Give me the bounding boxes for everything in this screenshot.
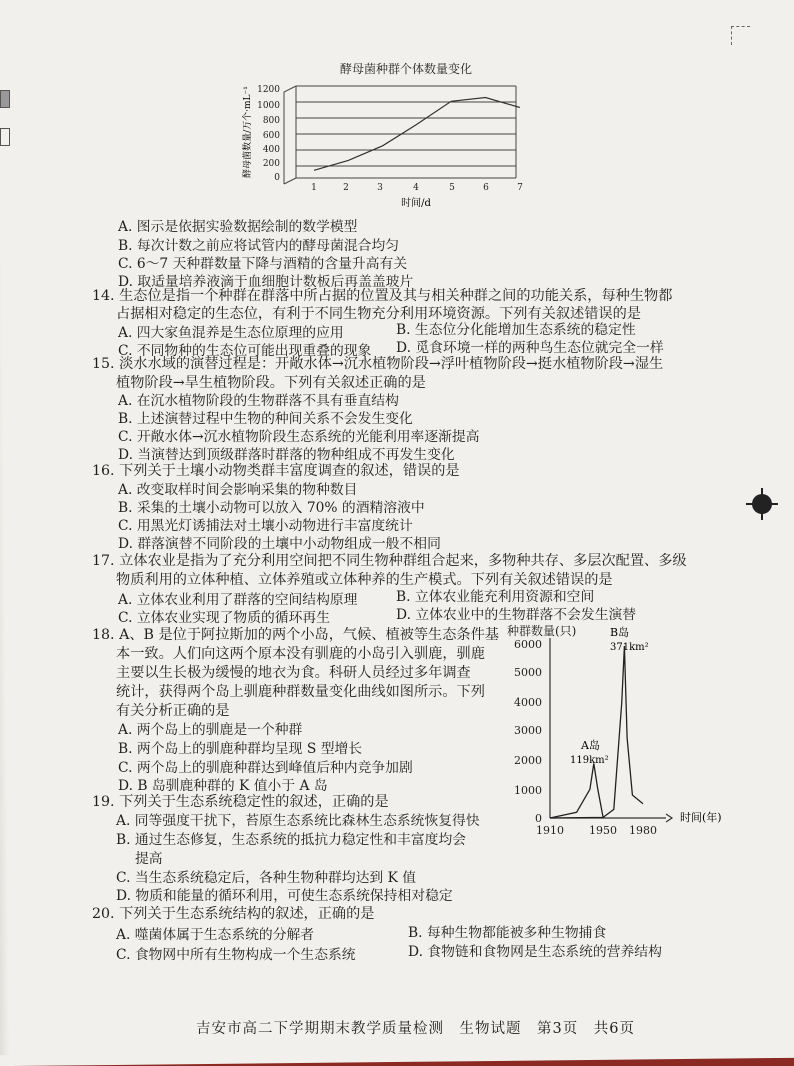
yeast-xlabel: 时间/d [401,198,431,209]
margin-marks [0,90,10,166]
y-tick-label: 2000 [514,754,542,767]
q18-stem-line: 有关分析正确的是 [116,703,230,719]
frame-perspective [284,86,296,184]
x-tick-label: 3 [377,183,383,193]
q18-option-c: C. 两个岛上的驯鹿种群达到峰值后种内竞争加剧 [118,760,413,776]
yeast-ylabel: 酵母菌数量/万个·mL⁻¹ [243,86,253,178]
q20-option-a: A. 噬菌体属于生态系统的分解者 [116,927,315,943]
q19-stem-line: 19. 下列关于生态系统稳定性的叙述，正确的是 [92,794,389,810]
x-tick-label: 1980 [629,824,657,837]
q17-option-d: D. 立体农业中的生物群落不会发生演替 [396,607,637,623]
q14-stem-line: 占据相对稳定的生态位，有利于不同生物充分利用环境资源。下列有关叙述错误的是 [116,306,641,322]
q17-stem-line: 物质利用的立体种植、立体养殖或立体种养的生产模式。下列有关叙述错误的是 [116,572,613,588]
q14-option-d: D. 觅食环境一样的两种鸟生态位就完全一样 [396,340,664,356]
yeast-x-ticks [311,183,523,193]
q20-stem-line: 20. 下列关于生态系统结构的叙述，正确的是 [92,906,375,922]
x-tick-label: 2 [343,183,349,193]
q19-option-b-cont: 提高 [135,851,163,867]
q14-option-c: C. 不同物种的生态位可能出现重叠的现象 [118,343,372,359]
y-tick-label: 6000 [514,638,542,651]
q19-option-b: B. 通过生态修复，生态系统的抵抗力稳定性和丰富度均会 [116,832,467,848]
q13-option-b: B. 每次计数之前应将试管内的酵母菌混合均匀 [118,238,400,254]
page-footer: 吉安市高二下学期期末教学质量检测 生物试题 第3页 共6页 [196,1021,635,1037]
q13-option-a: A. 图示是依据实验数据绘制的数学模型 [118,219,358,235]
q14-option-a: A. 四大家鱼混养是生态位原理的应用 [118,325,344,341]
q20-option-b: B. 每种生物都能被多种生物捕食 [408,925,607,941]
y-tick-label: 0 [535,812,542,825]
q17-stem-line: 17. 立体农业是指为了充分利用空间把不同生物种群组合起来，多物种共存、多层次配置、多级 [92,553,687,569]
registration-mark-icon [752,494,772,514]
q13-option-d: D. 取适量培养液滴于血细胞计数板后再盖盖玻片 [118,274,414,290]
island-b-series-line [550,646,643,818]
x-tick-label: 5 [449,183,455,193]
island-a-series-line [550,764,603,819]
corner-crop-mark [731,26,750,45]
island-a-area-label: 119km² [570,755,609,766]
q15-option-b: B. 上述演替过程中生物的种间关系不会发生变化 [118,411,413,427]
q17-option-c: C. 立体农业实现了物质的循环再生 [118,610,330,626]
reindeer-x-ticks [536,824,657,837]
q20-option-d: D. 食物链和食物网是生态系统的营养结构 [408,944,662,960]
q19-option-d: D. 物质和能量的循环利用，可使生态系统保持相对稳定 [116,888,453,904]
chart1-title: 酵母菌种群个体数量变化 [340,62,473,76]
q16-stem-line: 16. 下列关于土壤小动物类群丰富度调查的叙述，错误的是 [92,463,460,479]
x-tick-label: 4 [413,183,419,193]
q15-option-c: C. 开敞水体→沉水植物阶段生态系统的光能利用率逐渐提高 [118,429,480,445]
q19-option-a: A. 同等强度干扰下，苔原生态系统比森林生态系统恢复得快 [116,813,480,829]
q14-option-b: B. 生态位分化能增加生态系统的稳定性 [396,322,636,338]
q18-option-d: D. B 岛驯鹿种群的 K 值小于 A 岛 [118,778,328,794]
reindeer-chart-ylabel: 种群数量(只) [507,624,577,638]
y-tick-label: 1000 [257,101,280,111]
reindeer-xlabel: 时间(年) [680,811,722,824]
y-tick-label: 0 [274,173,280,183]
q19-option-c: C. 当生态系统稳定后，各种生物种群均达到 K 值 [116,870,417,886]
q18-option-b: B. 两个岛上的驯鹿种群均呈现 S 型增长 [118,741,363,757]
q15-option-a: A. 在沉水植物阶段的生物群落不具有垂直结构 [118,393,399,409]
q15-stem-line: 15. 淡水水域的演替过程是：开敞水体→沉水植物阶段→浮叶植物阶段→挺水植物阶段→湿生 [92,356,664,372]
y-tick-label: 4000 [514,696,542,709]
q13-option-c: C. 6～7 天种群数量下降与酒精的含量升高有关 [118,256,408,272]
x-tick-label: 6 [483,183,489,193]
q16-option-d: D. 群落演替不同阶段的土壤中小动物组成一般不相同 [118,536,441,552]
x-tick-label: 1910 [536,824,564,837]
yeast-chart [236,74,536,214]
y-tick-label: 5000 [514,666,542,679]
q18-stem-line: 18. A、B 是位于阿拉斯加的两个小岛，气候、植被等生态条件基 [92,627,499,643]
q16-option-b: B. 采集的土壤小动物可以放入 70% 的酒精溶液中 [118,500,425,516]
q16-option-c: C. 用黑光灯诱捕法对土壤小动物进行丰富度统计 [118,518,413,534]
margin-mark [0,128,10,146]
q20-option-c: C. 食物网中所有生物构成一个生态系统 [116,947,356,963]
q17-option-b: B. 立体农业能充利用资源和空间 [396,589,595,605]
q15-option-d: D. 当演替达到顶级群落时群落的物种组成不再发生变化 [118,447,455,463]
y-tick-label: 400 [262,145,280,155]
y-tick-label: 600 [262,131,280,141]
x-tick-label: 1950 [589,824,617,837]
y-tick-label: 1200 [257,85,280,95]
reindeer-x-axis-arrow [666,814,672,822]
q14-stem-line: 14. 生态位是指一个种群在群落中所占据的位置及其与相关种群之间的功能关系，每种生物都 [92,288,673,304]
x-tick-label: 1 [311,183,317,193]
y-tick-label: 1000 [514,784,542,797]
reindeer-y-ticks [514,638,542,825]
y-tick-label: 200 [262,159,280,169]
q18-stem-line: 统计，获得两个岛上驯鹿种群数量变化曲线如图所示。下列 [116,684,485,700]
q18-option-a: A. 两个岛上的驯鹿是一个种群 [118,722,303,738]
y-tick-label: 800 [262,116,280,126]
yeast-y-ticks [257,85,280,183]
margin-mark [0,90,10,108]
q18-stem-line: 本一致。人们向这两个原本没有驯鹿的小岛引入驯鹿，驯鹿 [116,646,485,662]
island-a-label: A岛 [581,739,600,752]
island-b-area-label: 371km² [610,642,649,653]
y-tick-label: 3000 [514,724,542,737]
q16-option-a: A. 改变取样时间会影响采集的物种数目 [118,482,358,498]
x-tick-label: 7 [517,183,523,193]
q18-stem-line: 主要以生长极为缓慢的地衣为食。科研人员经过多年调查 [116,665,471,681]
island-b-label: B岛 [610,626,630,639]
q15-stem-line: 植物阶段→旱生植物阶段。下列有关叙述正确的是 [116,375,426,391]
q17-option-a: A. 立体农业利用了群落的空间结构原理 [118,592,358,608]
